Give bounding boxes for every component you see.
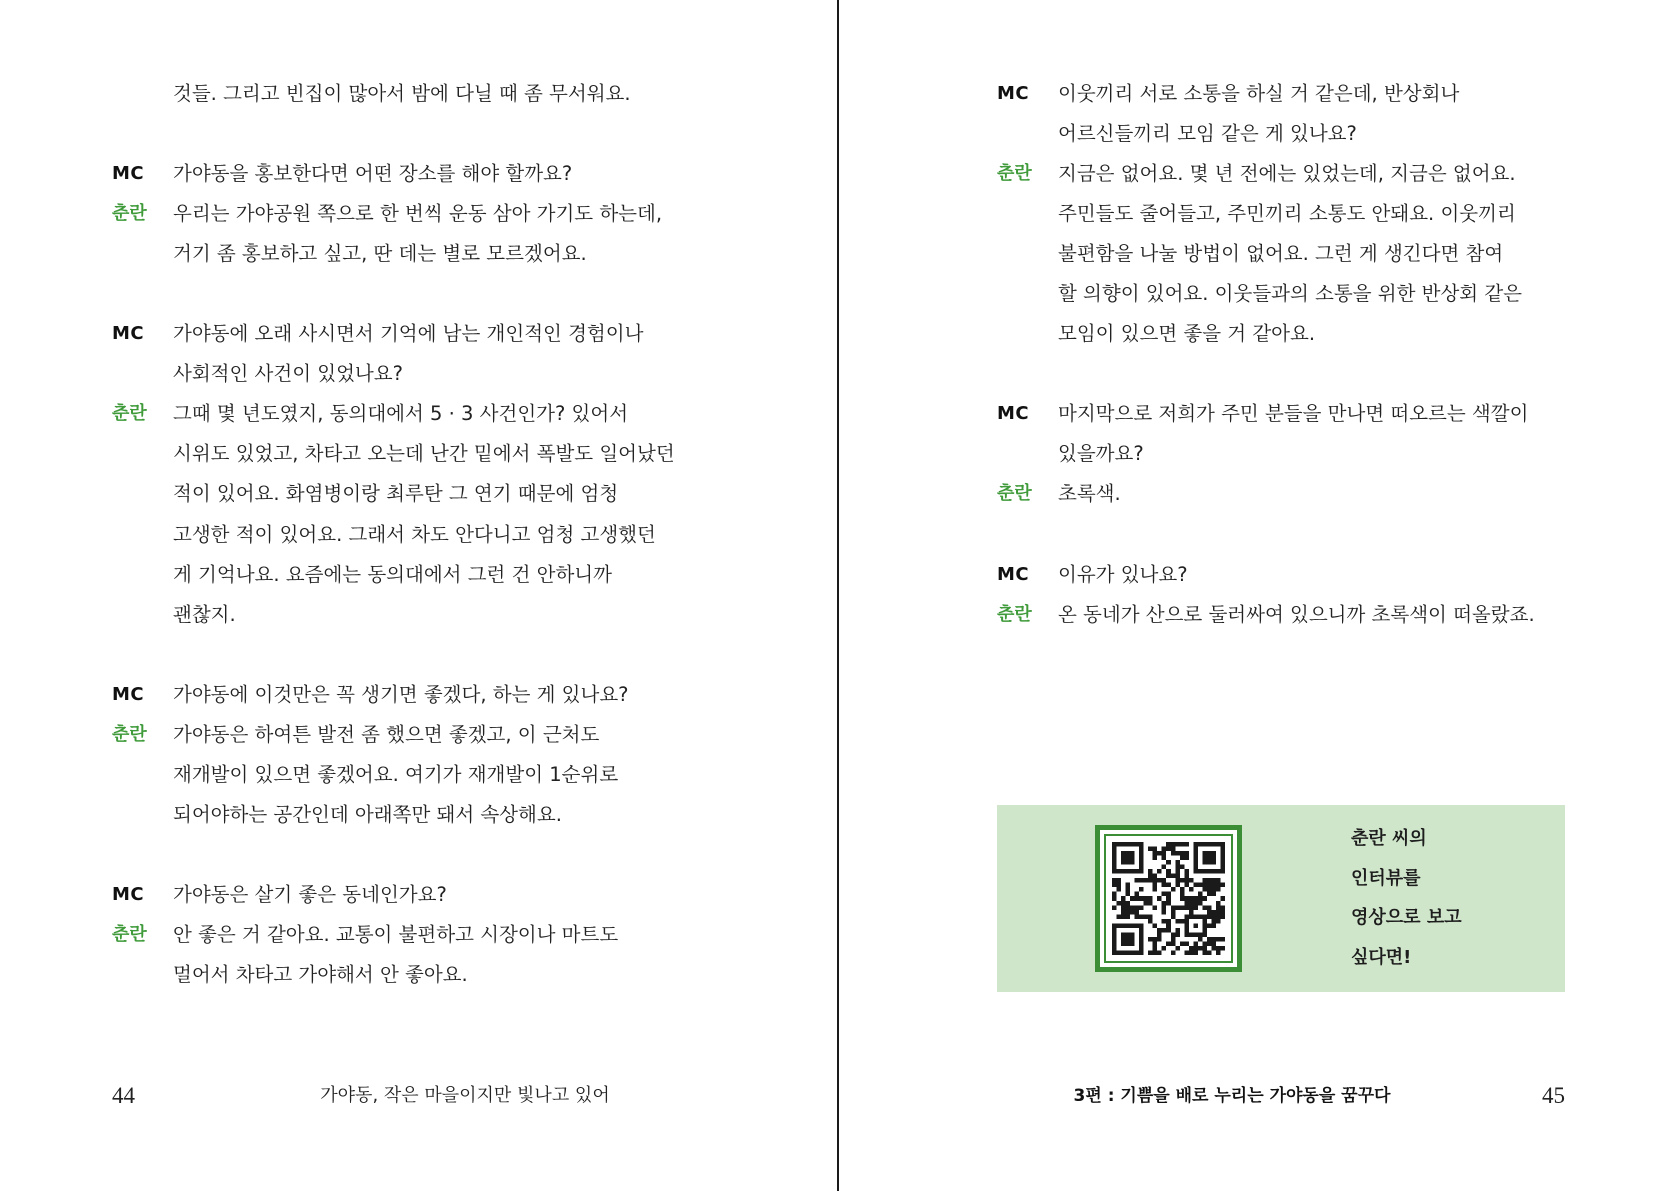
qr-callout-line: 춘란 씨의	[1351, 828, 1427, 849]
dialogue-line: 괜찮지.	[173, 602, 236, 626]
question-turn	[997, 394, 1535, 474]
dialogue-line: 모임이 있으면 좋을 거 같아요.	[1058, 322, 1316, 346]
qa-block	[112, 875, 675, 995]
dialogue-line: 불편함을 나눌 방법이 없어요. 그런 게 생긴다면 참여	[1058, 242, 1504, 266]
dialogue-line: 적이 있어요. 화염병이랑 최루탄 그 연기 때문에 엄청	[173, 482, 619, 506]
speaker-label-interviewee: 춘란	[112, 923, 147, 945]
dialogue-line: 우리는 가야공원 쪽으로 한 번씩 운동 삼아 가기도 하는데,	[173, 202, 663, 226]
question-turn	[112, 675, 675, 715]
dialogue-line: 가야동은 하여튼 발전 좀 했으면 좋겠고, 이 근처도	[173, 722, 600, 746]
qa-block	[997, 555, 1535, 635]
answer-turn	[112, 194, 675, 274]
speaker-label-interviewee: 춘란	[112, 723, 147, 745]
speaker-label-mc: MC	[997, 83, 1030, 104]
right-page-dialogue	[997, 74, 1535, 635]
qr-callout-line: 인터뷰를	[1351, 867, 1421, 889]
page-spine-divider	[837, 0, 839, 1191]
qa-block	[112, 74, 675, 114]
dialogue-line: 있을까요?	[1058, 442, 1144, 466]
qr-code-frame	[1095, 825, 1242, 972]
dialogue-line: 사회적인 사건이 있었나요?	[173, 362, 403, 386]
question-turn	[997, 555, 1535, 595]
dialogue-line: 게 기억나요. 요즘에는 동의대에서 그런 건 안하니까	[173, 562, 612, 586]
qa-block	[112, 154, 675, 274]
dialogue-line: 것들. 그리고 빈집이 많아서 밤에 다닐 때 좀 무서워요.	[173, 82, 631, 105]
dialogue-line: 멀어서 차타고 가야해서 안 좋아요.	[173, 963, 468, 987]
speaker-label-interviewee: 춘란	[997, 163, 1032, 185]
qr-code	[1112, 842, 1225, 955]
answer-turn	[112, 715, 675, 835]
page-number-left: 44	[112, 1083, 135, 1108]
dialogue-line: 고생한 적이 있어요. 그래서 차도 안다니고 엄청 고생했던	[173, 522, 656, 546]
dialogue-line: 지금은 없어요. 몇 년 전에는 있었는데, 지금은 없어요.	[1058, 162, 1516, 186]
dialogue-line: 어르신들끼리 모임 같은 게 있나요?	[1058, 122, 1357, 146]
answer-turn	[112, 915, 675, 995]
dialogue-line: 이유가 있나요?	[1058, 562, 1188, 586]
question-turn	[997, 74, 1535, 154]
answer-turn	[997, 474, 1535, 514]
qr-code-modules	[1112, 842, 1225, 955]
qa-block	[997, 74, 1535, 354]
dialogue-line: 되어야하는 공간인데 아래쪽만 돼서 속상해요.	[173, 802, 562, 826]
dialogue-line: 주민들도 줄어들고, 주민끼리 소통도 안돼요. 이웃끼리	[1058, 202, 1516, 226]
dialogue-line: 재개발이 있으면 좋겠어요. 여기가 재개발이 1순위로	[173, 762, 619, 786]
speaker-label-interviewee: 춘란	[997, 483, 1032, 505]
speaker-label-mc: MC	[112, 163, 145, 185]
speaker-label-mc: MC	[112, 883, 145, 905]
speaker-label-mc: MC	[997, 563, 1030, 585]
speaker-label-interviewee: 춘란	[997, 603, 1032, 625]
dialogue-line: 그때 몇 년도였지, 동의대에서 5 · 3 사건인가? 있어서	[173, 402, 629, 426]
qr-callout-line: 영상으로 보고	[1351, 907, 1462, 929]
dialogue-line: 가야동을 홍보한다면 어떤 장소를 해야 할까요?	[173, 162, 573, 186]
qr-callout-text	[1351, 819, 1462, 977]
footer-title-left: 가야동, 작은 마을이지만 빛나고 있어	[320, 1085, 610, 1106]
speaker-label-mc: MC	[997, 403, 1030, 425]
page-number-right: 45	[1542, 1083, 1565, 1108]
dialogue-line: 초록색.	[1058, 482, 1121, 506]
answer-turn	[997, 154, 1535, 354]
video-qr-callout	[997, 805, 1565, 992]
qr-code-inner-frame	[1104, 834, 1233, 963]
dialogue-line: 가야동에 이것만은 꼭 생기면 좋겠다, 하는 게 있나요?	[173, 682, 629, 706]
dialogue-line: 할 의향이 있어요. 이웃들과의 소통을 위한 반상회 같은	[1058, 282, 1523, 306]
footer-title-right: 3편 : 기쁨을 배로 누리는 가야동을 꿈꾸다	[1073, 1086, 1391, 1106]
dialogue-line: 거기 좀 홍보하고 싶고, 딴 데는 별로 모르겠어요.	[173, 242, 587, 266]
dialogue-line: 가야동에 오래 사시면서 기억에 남는 개인적인 경험이나	[173, 322, 644, 346]
qa-block	[112, 675, 675, 835]
qa-block	[112, 314, 675, 634]
answer-continuation	[112, 74, 675, 114]
left-page-dialogue	[112, 74, 675, 995]
speaker-label-interviewee: 춘란	[112, 203, 147, 225]
speaker-label-interviewee: 춘란	[112, 403, 147, 425]
question-turn	[112, 314, 675, 394]
dialogue-line: 안 좋은 거 같아요. 교통이 불편하고 시장이나 마트도	[173, 922, 619, 946]
dialogue-line: 가야동은 살기 좋은 동네인가요?	[173, 882, 447, 906]
dialogue-line: 마지막으로 저희가 주민 분들을 만나면 떠오르는 색깔이	[1058, 402, 1529, 426]
speaker-label-mc: MC	[112, 683, 145, 705]
dialogue-line: 온 동네가 산으로 둘러싸여 있으니까 초록색이 떠올랐죠.	[1058, 602, 1535, 626]
qa-block	[997, 394, 1535, 514]
dialogue-line: 시위도 있었고, 차타고 오는데 난간 밑에서 폭발도 일어났던	[173, 442, 675, 466]
question-turn	[112, 875, 675, 915]
answer-turn	[997, 595, 1535, 635]
answer-turn	[112, 394, 675, 634]
dialogue-line: 이웃끼리 서로 소통을 하실 거 같은데, 반상회나	[1058, 82, 1460, 105]
question-turn	[112, 154, 675, 194]
speaker-label-mc: MC	[112, 323, 145, 345]
qr-callout-line: 싶다면!	[1351, 946, 1412, 968]
